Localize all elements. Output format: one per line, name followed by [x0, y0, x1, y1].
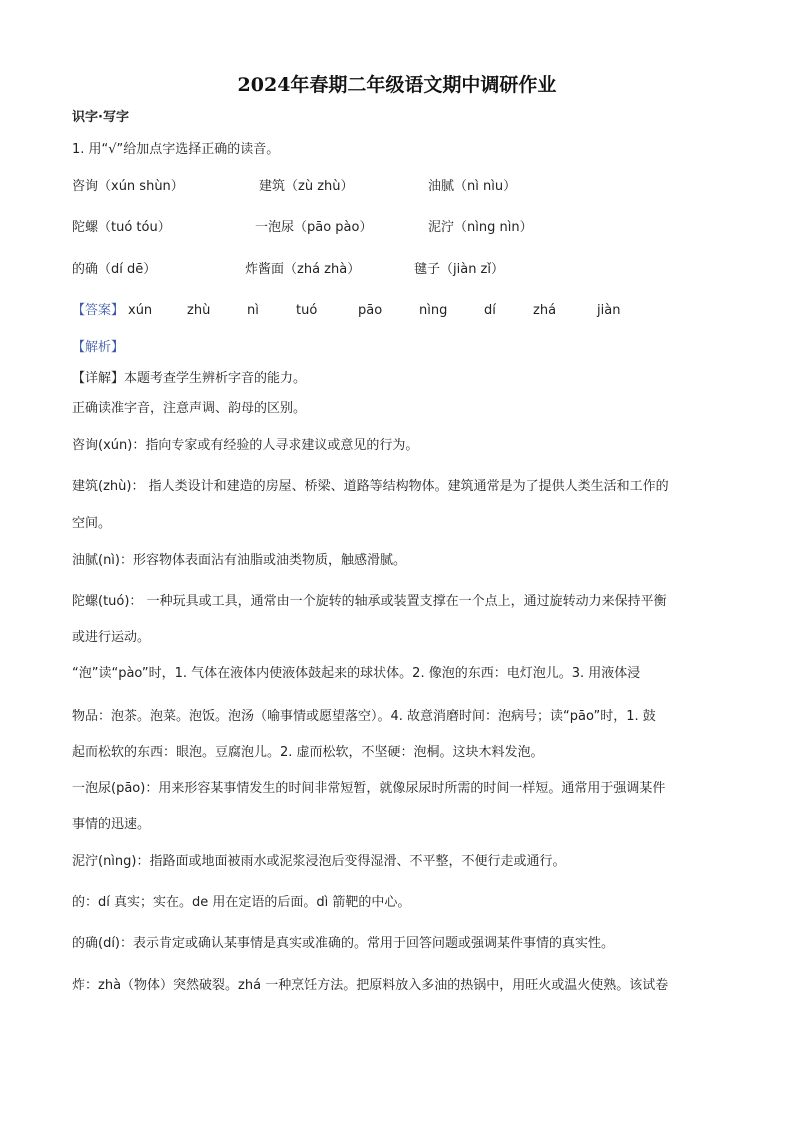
- analysis-label: 【解析】: [72, 340, 125, 355]
- paragraph: 正确读准字音，注意声调、韵母的区别。: [72, 401, 307, 416]
- paragraph: 物品：泡茶。泡菜。泡饭。泡汤（喻事情或愿望落空）。4. 故意消磨时间：泡病号；读“pāo”时，1. 鼓: [72, 709, 656, 724]
- paragraph: 建筑(zhù)： 指人类设计和建造的房屋、桥梁、道路等结构物体。建筑通常是为了提供人类生活和工作的: [72, 479, 669, 494]
- detail-label: 【详解】: [72, 371, 125, 386]
- paragraph: 陀螺(tuó)： 一种玩具或工具，通常由一个旋转的轴承或装置支撑在一个点上，通过旋转动力来保持平衡: [72, 594, 667, 609]
- paragraph: 空间。: [72, 516, 112, 531]
- answer-item: zhá: [533, 303, 557, 318]
- answer-item: xún: [128, 303, 153, 318]
- item-yipaoniao: 一泡尿（pāo pào）: [255, 220, 373, 235]
- item-jianzhu: 建筑（zù zhù）: [259, 179, 354, 194]
- paragraph: 事情的迅速。: [72, 817, 151, 832]
- question-text: 1. 用“√”给加点字选择正确的读音。: [72, 142, 280, 157]
- paragraph: “泡”读“pào”时，1. 气体在液体内使液体鼓起来的球状体。2. 像泡的东西：电灯泡儿。3. 用液体浸: [72, 666, 641, 681]
- detail-line: [72, 369, 306, 389]
- item-tuoluo: 陀螺（tuó tóu）: [72, 220, 171, 235]
- paragraph: 或进行运动。: [72, 630, 151, 645]
- paragraph: 的确(dí)：表示肯定或确认某事情是真实或准确的。常用于回答问题或强调某件事情的真实性。: [72, 936, 615, 951]
- item-dique: 的确（dí dē）: [72, 262, 157, 277]
- answer-label: 【答案】: [72, 303, 125, 318]
- paragraph: 油腻(nì)：形容物体表面沾有油脂或油类物质，触感滑腻。: [72, 553, 406, 568]
- paragraph: 炸：zhà（物体）突然破裂。zhá 一种烹饪方法。把原料放入多油的热锅中，用旺火或温火使熟。该试卷: [72, 978, 669, 993]
- detail-intro: 本题考查学生辨析字音的能力。: [124, 371, 307, 386]
- item-zixun: 咨询（xún shùn）: [72, 179, 184, 194]
- answer-item: tuó: [296, 303, 318, 318]
- answer-item: nì: [247, 303, 259, 318]
- paragraph: 咨询(xún)：指向专家或有经验的人寻求建议或意见的行为。: [72, 438, 419, 453]
- answer-item: nìng: [419, 303, 448, 318]
- answer-item: pāo: [358, 303, 383, 318]
- item-younì: 油腻（nì nìu）: [428, 179, 517, 194]
- paragraph: 起而松软的东西：眼泡。豆腐泡儿。2. 虚而松软，不坚硬：泡桐。这块木料发泡。: [72, 745, 544, 760]
- item-jianzi: 毽子（jiàn zǐ）: [414, 262, 504, 277]
- item-zhajiangmian: 炸酱面（zhá zhà）: [245, 262, 361, 277]
- paragraph: 泥泞(nìng)：指路面或地面被雨水或泥浆浸泡后变得湿滑、不平整，不便行走或通行。: [72, 854, 566, 869]
- answer-item: dí: [484, 303, 496, 318]
- item-niningg: 泥泞（nìng nìn）: [428, 220, 533, 235]
- section-heading: 识字·写字: [72, 110, 129, 125]
- paragraph: 的：dí 真实；实在。de 用在定语的后面。dì 箭靶的中心。: [72, 895, 411, 910]
- answer-item: jiàn: [597, 303, 621, 318]
- paragraph: 一泡尿(pāo)：用来形容某事情发生的时间非常短暂，就像尿尿时所需的时间一样短。通常用于强调某件: [72, 781, 666, 796]
- answer-item: zhù: [187, 303, 211, 318]
- page-title: 2024年春期二年级语文期中调研作业: [237, 74, 557, 96]
